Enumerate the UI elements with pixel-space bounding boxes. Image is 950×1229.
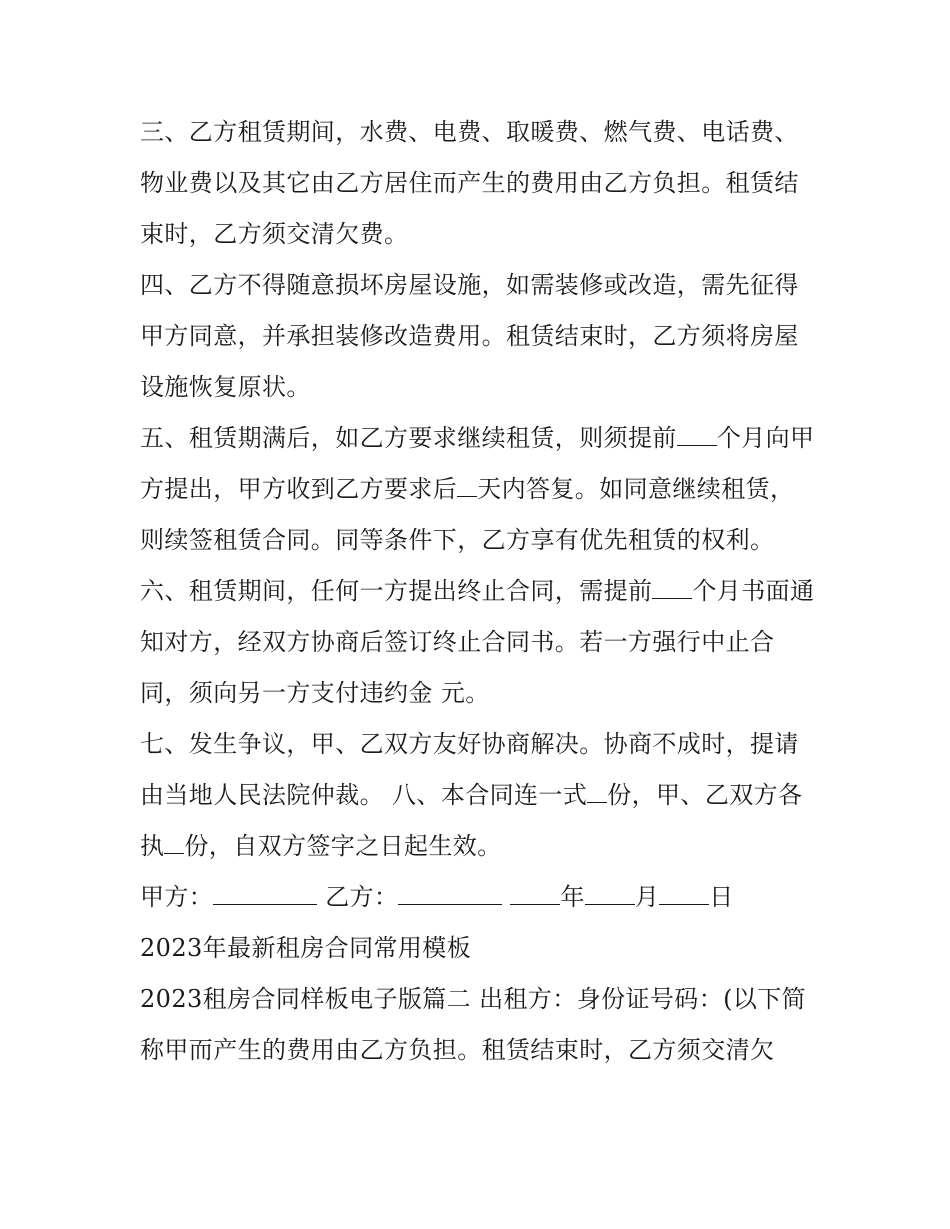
clause-5-text-2: 个月向甲方提出，甲方收到乙方要求后: [140, 424, 815, 503]
month-blank: [585, 882, 635, 905]
clause-3: [140, 107, 815, 260]
clause-5-text-3: 天内答复。如同意继续租赁，则续签租赁合同。同等条件下，乙方享有优先租赁的权利。: [140, 475, 795, 554]
clause-6-text-2: 个月书面通知对方，经双方协商后签订终止合同书。若一方强行中止合同，须向另一方支付违约金 元。: [140, 577, 815, 707]
day-label: 日: [709, 883, 734, 911]
months-notice-blank: [677, 423, 717, 446]
clause-5: [140, 413, 815, 566]
clause-7-text-2: 份，甲、乙双方各执: [140, 781, 803, 860]
party-b-label: 乙方：: [325, 883, 399, 911]
signature-line: [140, 872, 815, 923]
clause-7: [140, 719, 815, 872]
party-a-blank: [213, 882, 317, 905]
clause-6: [140, 566, 815, 719]
template-heading: [140, 923, 815, 974]
clause-5-text-1: 五、租赁期满后，如乙方要求继续租赁，则须提前: [140, 424, 677, 452]
copies-blank: [587, 780, 607, 803]
year-label: 年: [560, 883, 585, 911]
day-blank: [659, 882, 709, 905]
clause-7-text-3: 份，自双方签字之日起生效。: [184, 832, 502, 860]
party-a-label: 甲方：: [140, 883, 214, 911]
month-label: 月: [634, 883, 660, 911]
template-heading-text: 2023年最新租房合同常用模板: [140, 934, 472, 962]
clause-4-text: 四、乙方不得随意损坏房屋设施，如需装修或改造，需先征得甲方同意，并承担装修改造费用。租赁结束时，乙方须将房屋设施恢复原状。: [140, 271, 799, 401]
clause-6-text-1: 六、租赁期间，任何一方提出终止合同，需提前: [140, 577, 653, 605]
clause-4: [140, 260, 815, 413]
copies-each-blank: [164, 831, 184, 854]
reply-days-blank: [457, 474, 477, 497]
party-b-blank: [398, 882, 502, 905]
clause-7-text-1: 七、发生争议，甲、乙双方友好协商解决。协商不成时，提请由当地人民法院仲裁。 八、本合同连一式: [140, 730, 799, 809]
document-body: [140, 107, 815, 1076]
section-2-intro: [140, 974, 815, 1076]
termination-months-blank: [652, 576, 692, 599]
year-blank: [510, 882, 560, 905]
section-2-intro-text: 2023租房合同样板电子版篇二 出租方：身份证号码：(以下简称甲而产生的费用由乙方负担。租赁结束时，乙方须交清欠: [140, 985, 807, 1064]
clause-3-text: 三、乙方租赁期间，水费、电费、取暖费、燃气费、电话费、物业费以及其它由乙方居住而产生的费用由乙方负担。租赁结束时，乙方须交清欠费。: [140, 118, 799, 248]
